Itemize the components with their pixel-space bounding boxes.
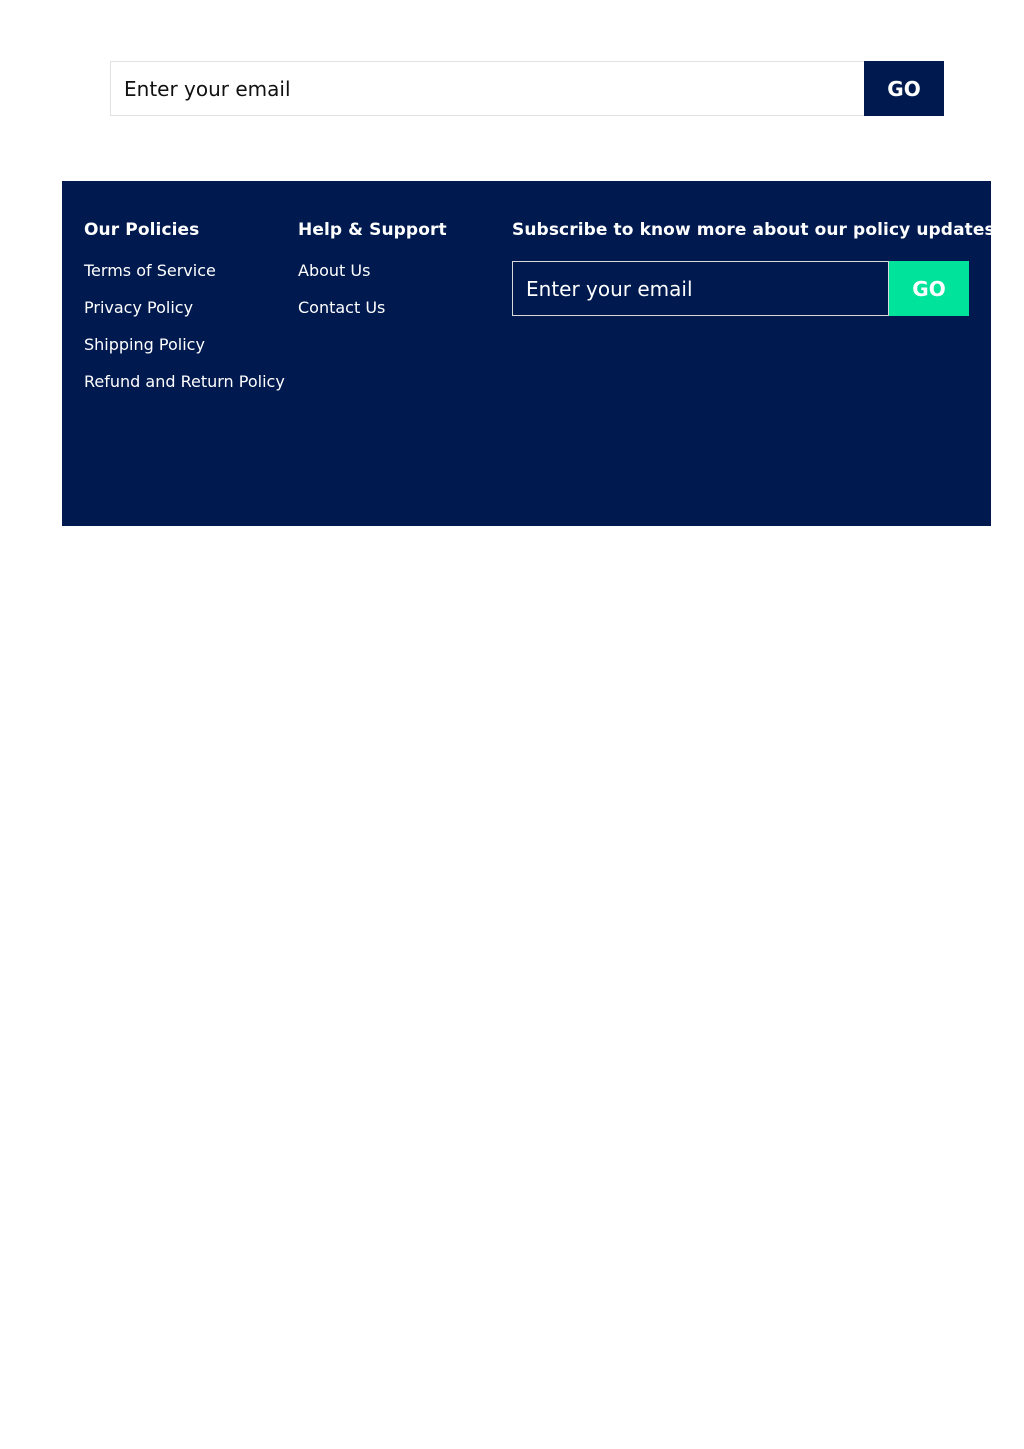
footer-subscribe-form [512,261,969,316]
footer-policies-column [84,219,294,409]
policies-heading: Our Policies [84,220,200,240]
footer-link-shipping-policy[interactable]: Shipping Policy [84,335,205,354]
policies-list [84,261,294,392]
top-email-input[interactable] [110,61,864,116]
subscribe-heading: Subscribe to know more about our policy updates [512,220,995,240]
top-go-button[interactable]: GO [864,61,944,116]
help-list [298,261,498,318]
footer-subscribe-column [512,219,995,316]
footer-link-contact-us[interactable]: Contact Us [298,298,386,317]
footer-link-terms-of-service[interactable]: Terms of Service [84,261,216,280]
footer-link-privacy-policy[interactable]: Privacy Policy [84,298,194,317]
footer-help-column [298,219,498,335]
footer-go-button[interactable]: GO [889,261,969,316]
top-subscribe-form [110,61,944,116]
footer-link-about-us[interactable]: About Us [298,261,371,280]
help-heading: Help & Support [298,220,447,240]
footer [62,181,995,526]
footer-email-input[interactable] [512,261,889,316]
footer-link-refund-return-policy[interactable]: Refund and Return Policy [84,372,285,391]
